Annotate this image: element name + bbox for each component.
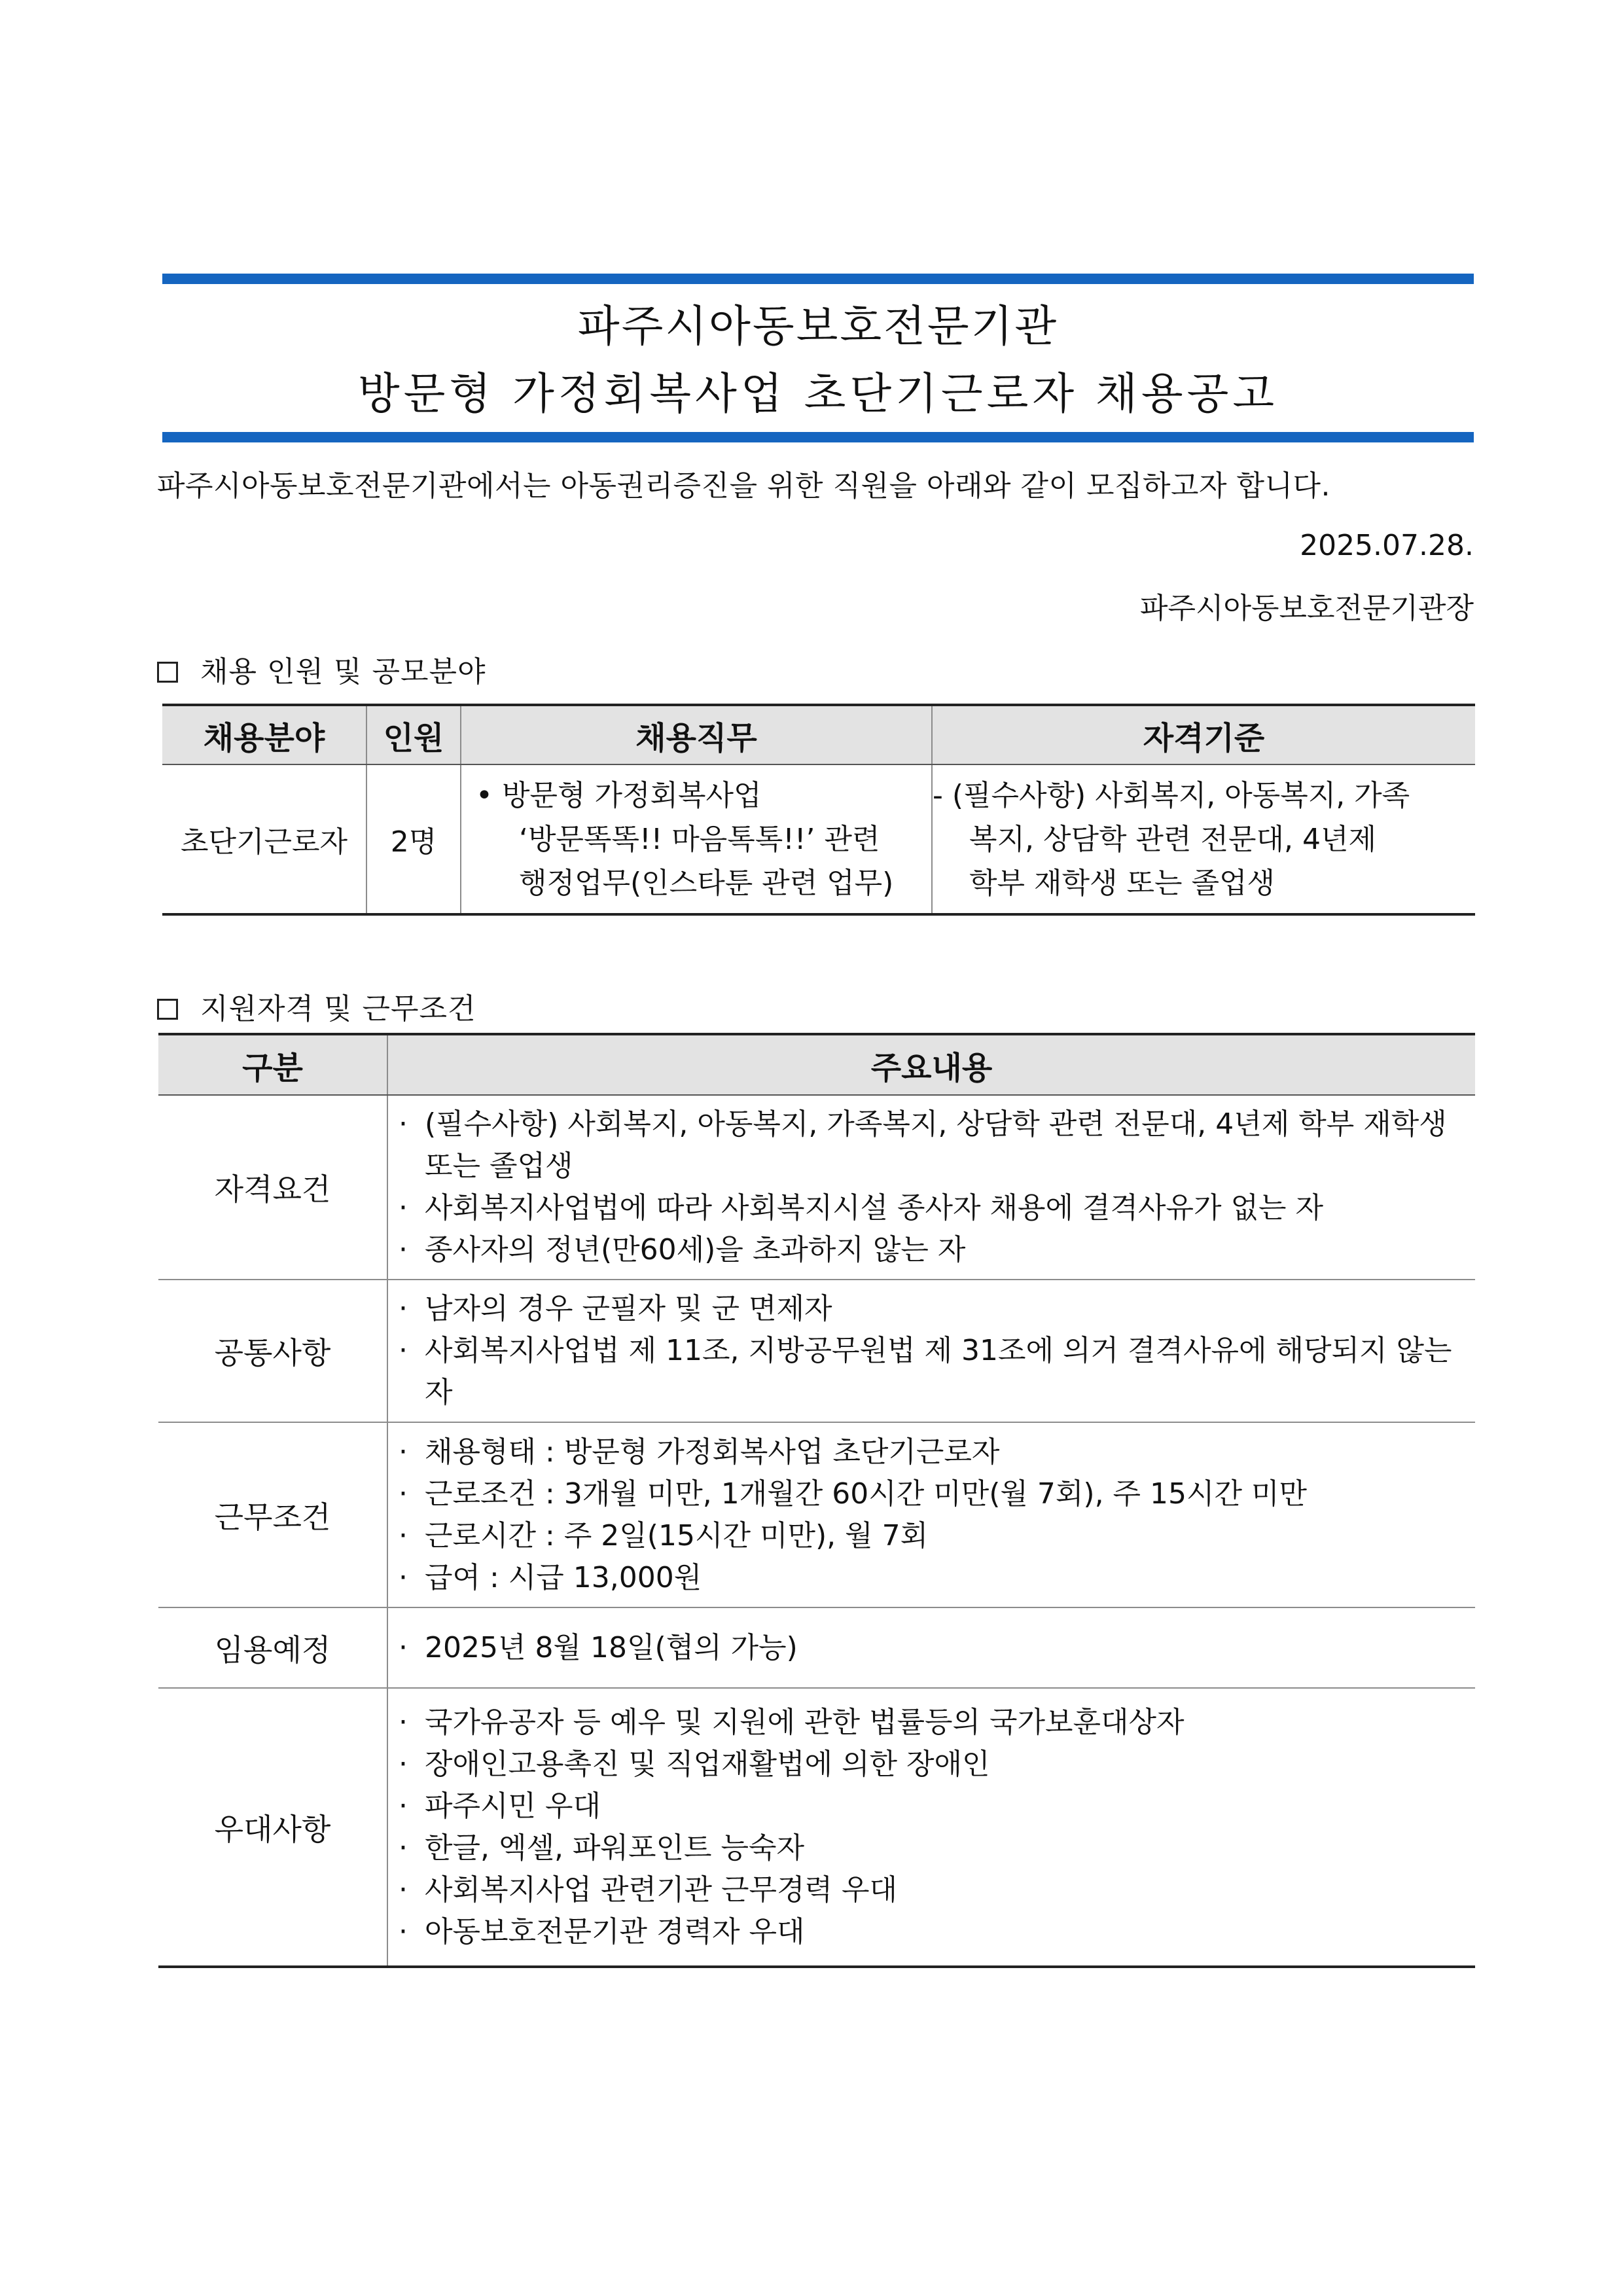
- list-item: · (필수사항) 사회복지, 아동복지, 가족복지, 상담학 관련 전문대, 4년제 학부 재학생 또는 졸업생: [399, 1103, 1469, 1187]
- table-row: [158, 1607, 1475, 1688]
- column-header: 주요내용: [387, 1034, 1475, 1095]
- list-item: · 근로시간 : 주 2일(15시간 미만), 월 7회: [399, 1515, 1469, 1557]
- list-item: · 근로조건 : 3개월 미만, 1개월간 60시간 미만(월 7회), 주 15시간 미만: [399, 1473, 1469, 1515]
- table-row: [158, 1688, 1475, 1967]
- category-cell: 자격요건: [158, 1095, 387, 1280]
- duty-line: 행정업무(인스타툰 관련 업무): [519, 866, 894, 900]
- checkbox-square-icon: [157, 999, 178, 1020]
- list-item: · 채용형태 : 방문형 가정회복사업 초단기근로자: [399, 1431, 1469, 1473]
- column-header: 채용분야: [162, 705, 366, 764]
- column-header: 채용직무: [461, 705, 932, 764]
- content-cell: [387, 1422, 1475, 1607]
- count-cell: 2명: [366, 764, 461, 914]
- list-item: · 급여 : 시급 13,000원: [399, 1557, 1469, 1599]
- list-item: · 장애인고용촉진 및 직업재활법에 의한 장애인: [399, 1744, 1469, 1785]
- section-heading-text: 채용 인원 및 공모분야: [200, 655, 486, 689]
- duty-line: ‘방문똑똑!! 마음톡톡!!’ 관련: [519, 822, 880, 856]
- table-header-row: [162, 705, 1475, 764]
- table-row: [158, 1422, 1475, 1607]
- recruitment-table: [162, 704, 1475, 916]
- list-item: · 2025년 8월 18일(협의 가능): [399, 1627, 1469, 1669]
- duty-line: • 방문형 가정회복사업: [476, 778, 762, 812]
- column-header: 구분: [158, 1034, 387, 1095]
- title-bottom-rule: [162, 432, 1474, 442]
- page-title: 파주시아동보호전문기관: [577, 301, 1059, 351]
- list-item: · 남자의 경우 군필자 및 군 면제자: [399, 1288, 1469, 1330]
- qualification-cell: [932, 764, 1475, 914]
- column-header: 자격기준: [932, 705, 1475, 764]
- conditions-table: [158, 1033, 1475, 1968]
- list-item: · 사회복지사업 관련기관 근무경력 우대: [399, 1869, 1469, 1911]
- list-item: · 사회복지사업법 제 11조, 지방공무원법 제 31조에 의거 결격사유에 해당되지 않는 자: [399, 1330, 1469, 1414]
- content-cell: [387, 1280, 1475, 1422]
- duty-cell: [461, 764, 932, 914]
- title-top-rule: [162, 274, 1474, 284]
- section-heading-text: 지원자격 및 근무조건: [200, 992, 476, 1026]
- list-item: · 국가유공자 등 예우 및 지원에 관한 법률등의 국가보훈대상자: [399, 1702, 1469, 1744]
- content-cell: [387, 1607, 1475, 1688]
- table-row: [158, 1095, 1475, 1280]
- column-header: 인원: [366, 705, 461, 764]
- list-item: · 사회복지사업법에 따라 사회복지시설 종사자 채용에 결격사유가 없는 자: [399, 1187, 1469, 1229]
- category-cell: 임용예정: [158, 1607, 387, 1688]
- list-item: · 한글, 엑셀, 파워포인트 능숙자: [399, 1827, 1469, 1869]
- table-row: [158, 1280, 1475, 1422]
- table-header-row: [158, 1034, 1475, 1095]
- category-cell: 근무조건: [158, 1422, 387, 1607]
- category-cell: 우대사항: [158, 1688, 387, 1967]
- issuing-organization: 파주시아동보호전문기관장: [1139, 592, 1474, 625]
- section-heading-conditions: [157, 985, 476, 1027]
- qualification-line: 학부 재학생 또는 졸업생: [969, 866, 1275, 900]
- notice-date: 2025.07.28.: [1300, 529, 1474, 562]
- qualification-line: - (필수사항) 사회복지, 아동복지, 가족: [933, 778, 1410, 812]
- table-row: [162, 764, 1475, 914]
- list-item: · 종사자의 정년(만60세)을 초과하지 않는 자: [399, 1229, 1469, 1271]
- content-cell: [387, 1688, 1475, 1967]
- field-cell: 초단기근로자: [162, 764, 366, 914]
- content-cell: [387, 1095, 1475, 1280]
- checkbox-square-icon: [157, 662, 178, 683]
- qualification-line: 복지, 상담학 관련 전문대, 4년제: [969, 822, 1376, 856]
- section-heading-recruitment: [157, 648, 486, 690]
- list-item: · 아동보호전문기관 경력자 우대: [399, 1911, 1469, 1953]
- page-subtitle: 방문형 가정회복사업 초단기근로자 채용공고: [357, 368, 1279, 419]
- category-cell: 공통사항: [158, 1280, 387, 1422]
- list-item: · 파주시민 우대: [399, 1785, 1469, 1827]
- intro-text: 파주시아동보호전문기관에서는 아동권리증진을 위한 직원을 아래와 같이 모집하고자 합니다.: [157, 469, 1331, 503]
